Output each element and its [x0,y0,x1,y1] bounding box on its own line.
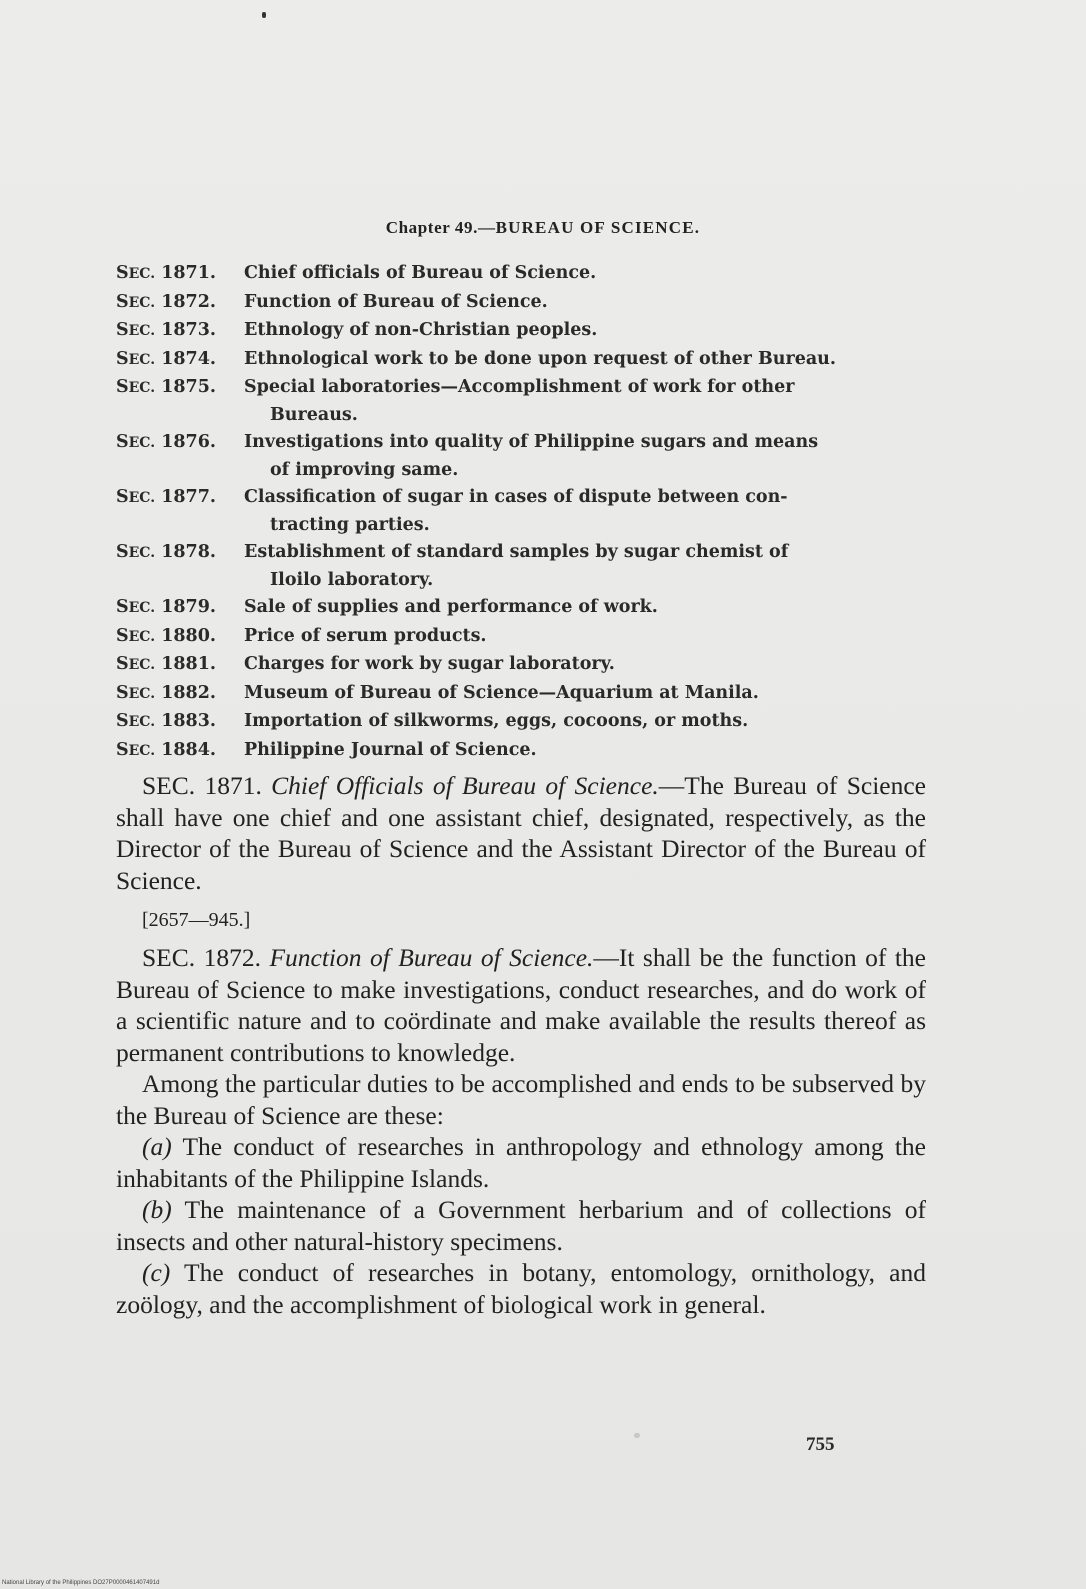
sec-label-rest: EC. [128,545,156,561]
toc-description-line: Function of Bureau of Science. [244,291,548,312]
toc-description-line: Sale of supplies and performance of work. [244,597,658,617]
sec-number: 1873. [161,320,216,340]
sec-number: 1884. [161,739,216,760]
toc-entry [116,651,928,680]
toc-description [244,737,928,766]
section-heading: Chief Officials of Bureau of Science. [271,771,659,800]
toc-entry [116,260,928,289]
sec-label-initial: S [116,377,129,397]
sec-label-initial: S [116,291,129,312]
sec-number: 1878. [161,542,216,562]
toc-section-number [116,708,244,737]
item-label: (a) [142,1132,172,1161]
toc-entry [116,594,928,623]
sec-label-rest: EC. [128,323,156,339]
toc-description [244,429,928,484]
toc-description-continuation: Iloilo laboratory. [270,569,434,590]
toc-section-number [116,737,244,766]
sec-label-initial: S [116,320,129,340]
sec-label-initial: S [116,263,129,283]
sec-label-initial: S [116,597,129,617]
sec-label-rest: EC. [128,685,156,702]
duty-item-c [116,1257,926,1320]
toc-entry [116,680,928,709]
sec-label-rest: EC. [128,435,156,451]
scan-speck [634,1433,640,1438]
sec-number: 1875. [161,377,216,397]
toc-description [244,260,928,289]
table-of-contents [116,260,928,765]
scan-speck [262,12,266,18]
sec-number: 1879. [161,597,216,617]
toc-description-line: Philippine Journal of Science. [244,739,537,760]
toc-description [244,289,928,318]
section-heading: Function of Bureau of Science. [269,943,594,972]
sec-label-rest: EC. [128,600,156,616]
sec-number: 1876. [161,432,216,452]
toc-entry [116,289,928,318]
body-text [116,770,926,1320]
toc-entry [116,484,928,539]
toc-description [244,651,928,680]
sec-label-initial: S [116,432,129,452]
toc-entry [116,429,928,484]
sec-label-initial: S [116,739,129,760]
toc-description-line: Charges for work by sugar laboratory. [244,654,615,674]
toc-description-continuation: tracting parties. [270,514,430,535]
toc-description-line: Importation of silkworms, eggs, cocoons, or moths. [244,711,749,731]
toc-section-number [116,317,244,346]
toc-description-line: Investigations into quality of Philippine sugars and means [244,432,819,452]
toc-description-line: Museum of Bureau of Science—Aquarium at Manila. [244,682,759,703]
section-1872 [116,942,926,1068]
sec-label-rest: EC. [128,490,156,506]
item-label: (b) [142,1195,172,1224]
toc-entry [116,317,928,346]
sec-label-rest: EC. [128,742,156,759]
toc-description-line: Ethnological work to be done upon request of other Bureau. [244,348,836,369]
toc-description [244,594,928,623]
item-label: (c) [142,1258,171,1287]
toc-section-number [116,594,244,623]
item-text: The conduct of researches in anthropology and ethnology among the inhabitants of the Philippine Islands. [116,1132,926,1193]
footer-credit: National Library of the Philippines DO27P0000461407491d [2,1580,160,1586]
toc-description-line: Special laboratories—Accomplishment of work for other [244,377,795,397]
sec-number: 1874. [161,348,216,369]
toc-section-number [116,346,244,375]
toc-description-line: Establishment of standard samples by sugar chemist of [244,542,789,562]
sec-label-rest: EC. [128,294,156,311]
sec-number: 1877. [161,487,216,507]
sec-label-initial: S [116,654,129,674]
sec-number: 1872. [161,291,216,312]
toc-description [244,623,928,652]
toc-section-number [116,623,244,652]
toc-entry [116,346,928,375]
toc-section-number [116,374,244,429]
sec-label-initial: S [116,487,129,507]
sec-label-initial: S [116,682,129,703]
sec-number: 1881. [161,654,216,674]
citation: [2657—945.] [142,909,251,931]
sec-label-initial: S [116,625,129,646]
toc-entry [116,374,928,429]
sec-number: 1871. [161,263,216,283]
toc-description-line: Classification of sugar in cases of dispute between con- [244,487,788,507]
toc-description [244,317,928,346]
toc-section-number [116,484,244,539]
sec-label-rest: EC. [128,714,156,730]
chapter-prefix: Chapter 49.— [385,218,496,237]
toc-entry [116,708,928,737]
page-number: 755 [806,1434,835,1455]
sec-label-initial: S [116,348,129,369]
item-text: The maintenance of a Government herbarium and of collections of insects and other natural-history specimens. [116,1195,926,1256]
sec-label-rest: EC. [128,628,156,645]
toc-section-number [116,289,244,318]
toc-description [244,708,928,737]
toc-entry [116,623,928,652]
section-number: SEC. 1872. [142,943,261,972]
toc-description [244,539,928,594]
toc-description [244,680,928,709]
chapter-heading [0,218,1086,238]
toc-description-continuation: Bureaus. [270,404,358,425]
toc-description [244,374,928,429]
toc-section-number [116,260,244,289]
toc-section-number [116,429,244,484]
toc-description-line: Ethnology of non-Christian peoples. [244,320,598,340]
chapter-title: BUREAU OF SCIENCE. [495,218,701,237]
duty-item-b [116,1194,926,1257]
toc-description-line: Chief officials of Bureau of Science. [244,263,597,283]
duty-item-a [116,1131,926,1194]
toc-section-number [116,539,244,594]
item-text: The conduct of researches in botany, entomology, ornithology, and zoölogy, and the accomplishment of biological work in general. [116,1258,926,1319]
sec-number: 1883. [161,711,216,731]
sec-label-rest: EC. [128,657,156,673]
section-1871 [116,770,926,896]
sec-label-initial: S [116,711,129,731]
section-number: SEC. 1871. [142,771,262,800]
toc-entry [116,539,928,594]
toc-description [244,484,928,539]
toc-description [244,346,928,375]
section-text: —The Bureau of Science shall have one chief and one assistant chief, designated, respectively, as the Director of the Bureau of Science and the Assistant Director of the Bureau of Science. [116,771,926,895]
sec-number: 1880. [161,625,216,646]
sec-label-rest: EC. [128,266,156,282]
sec-label-rest: EC. [128,380,156,396]
toc-section-number [116,651,244,680]
sec-label-initial: S [116,542,129,562]
sec-number: 1882. [161,682,216,703]
toc-section-number [116,680,244,709]
duties-intro: Among the particular duties to be accomplished and ends to be subserved by the Bureau of Science are these: [116,1069,926,1130]
sec-label-rest: EC. [128,351,156,368]
toc-entry [116,737,928,766]
toc-description-continuation: of improving same. [270,459,459,480]
toc-description-line: Price of serum products. [244,625,487,646]
section-text: —It shall be the function of the Bureau of Science to make investigations, conduct researches, and do work of a scientific nature and to coördinate and make available the results thereof as permanent contributions to knowledge. [116,943,926,1067]
